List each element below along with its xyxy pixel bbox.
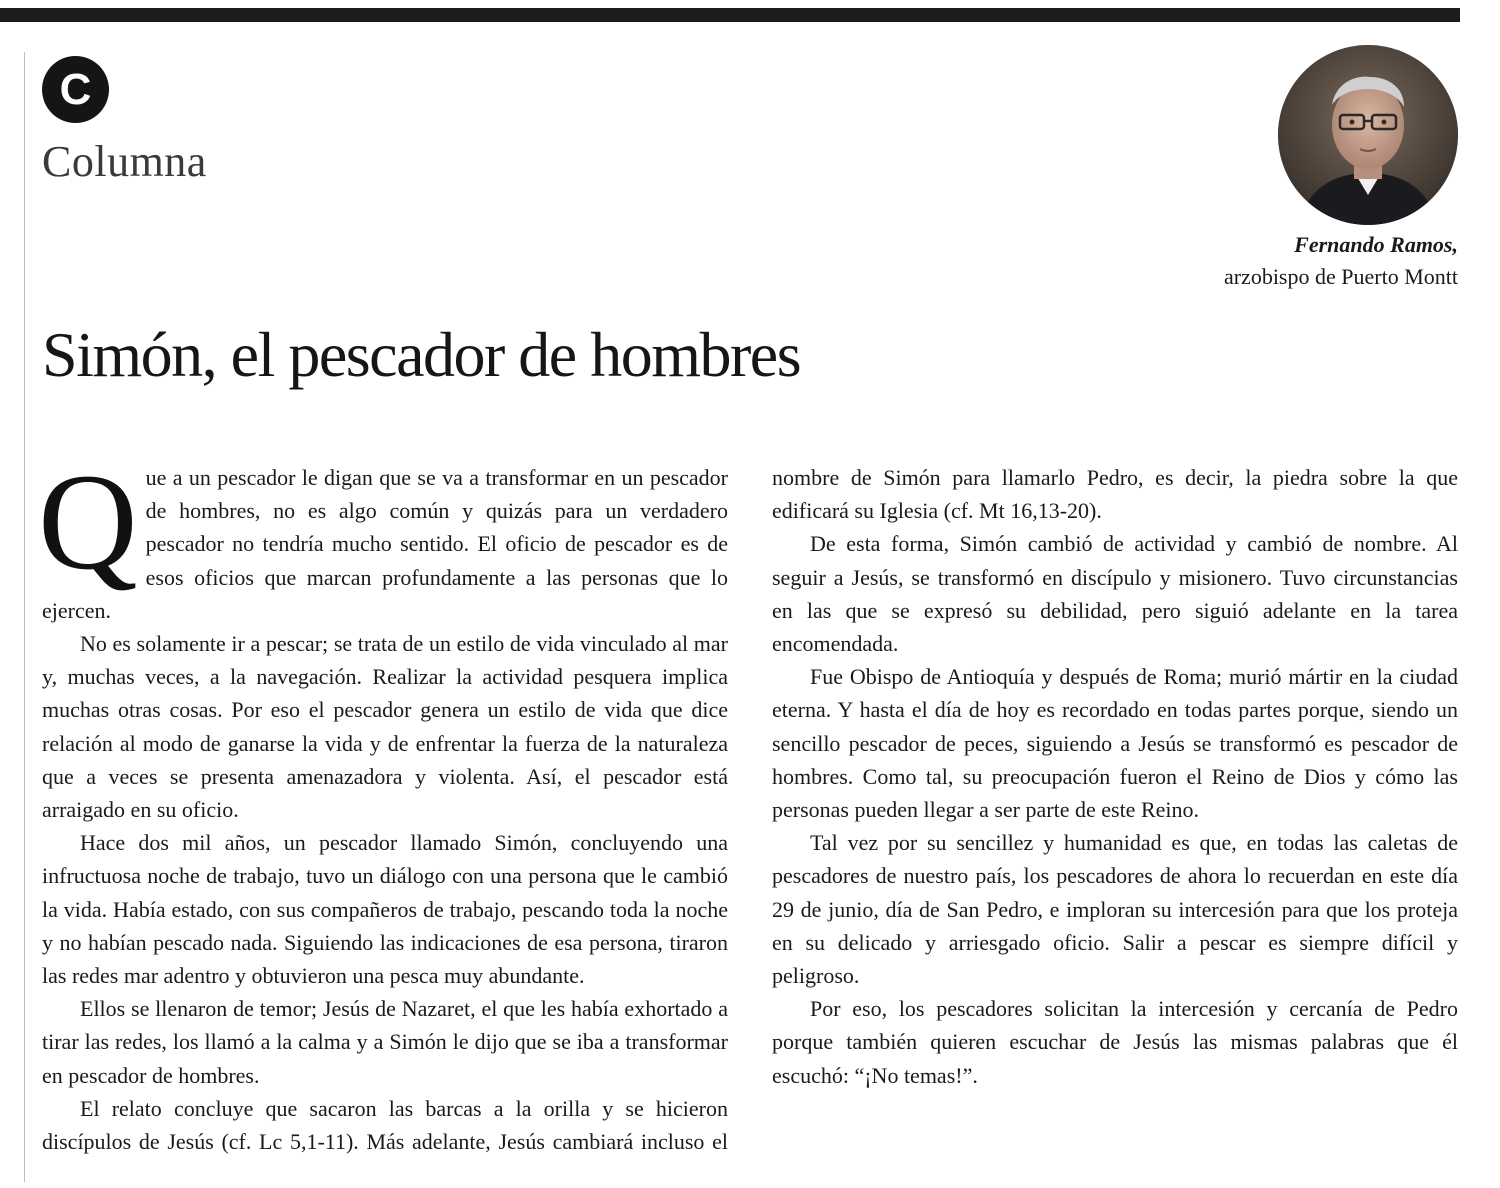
- article-paragraph: Ellos se llenaron de temor; Jesús de Nazaret, el que les había exhortado a tirar las redes, los llamó a la calma y a Simón le dijo que se iba a transformar en pescador de hombres.: [42, 996, 728, 1088]
- article-headline: Simón, el pescador de hombres: [42, 319, 801, 390]
- top-rule: [0, 8, 1460, 22]
- author-portrait-icon: [1278, 45, 1458, 225]
- article-body: [38, 445, 1458, 1169]
- article-paragraph: Tal vez por su sencillez y humanidad es que, en todas las caletas de pescadores de nuestro país, los pescadores de ahora lo recuerdan en este día 29 de junio, día de San Pedro, e imploran su intercesión para que los proteja en su delicado y arriesgado oficio. Salir a pescar es siempre difícil y peligroso.: [772, 830, 1458, 989]
- section-badge-icon: C: [42, 56, 109, 123]
- article-paragraph: De esta forma, Simón cambió de actividad y cambió de nombre. Al seguir a Jesús, se transformó en discípulo y misionero. Tuvo circunstancias en las que se expresó su debilidad, pero siguió adelante en la tarea encomendada.: [772, 531, 1458, 657]
- author-name: Fernando Ramos,: [1294, 232, 1458, 257]
- article-paragraph: El relato concluye que sacaron las barcas a la orilla y se hicieron discípulos de Jesús (cf. Lc 5,1-11). Más adelante, Jesús cambiará incluso el nombre de Simón para llamarlo Pedro, es decir, la piedra sobre la que edificará su Iglesia (cf. Mt 16,13-20).: [42, 465, 1458, 1155]
- article-paragraph: Fue Obispo de Antioquía y después de Roma; murió mártir en la ciudad eterna. Y hasta el día de hoy es recordado en todas partes porque, siendo un sencillo pescador de peces, siguiendo a Jesús se transformó es pescador de hombres. Como tal, su preocupación fueron el Reino de Dios y cómo las personas pueden llegar a ser parte de este Reino.: [772, 664, 1458, 823]
- article-paragraph: Hace dos mil años, un pescador llamado Simón, concluyendo una infructuosa noche de trabajo, tuvo un diálogo con una persona que le cambió la vida. Había estado, con sus compañeros de trabajo, pescando toda la noche y no habían pescado nada. Siguiendo las indicaciones de esa persona, tiraron las redes mar adentro y obtuvieron una pesca muy abundante.: [42, 830, 728, 989]
- drop-cap: Q: [38, 445, 138, 598]
- article-paragraph: Por eso, los pescadores solicitan la intercesión y cercanía de Pedro porque también quieren escuchar de Jesús las mismas palabras que él escuchó: “¡No temas!”.: [772, 996, 1458, 1088]
- section-label: Columna: [42, 137, 207, 186]
- author-role: arzobispo de Puerto Montt: [1223, 264, 1458, 289]
- article-paragraph: No es solamente ir a pescar; se trata de un estilo de vida vinculado al mar y, muchas veces, a la navegación. Realizar la actividad pesquera implica muchas otras cosas. Por eso el pescador genera un estilo de vida que dice relación al modo de ganarse la vida y de enfrentar la fuerza de la naturaleza que a veces se presenta amenazadora y violenta. Así, el pescador está arraigado en su oficio.: [42, 631, 728, 823]
- left-column-rule: [24, 52, 25, 1182]
- article-paragraph: Que a un pescador le digan que se va a transformar en un pescador de hombres, no es algo común y quizás para un verdadero pescador no tendría mucho sentido. El oficio de pescador es de esos oficios que marcan profundamente a las personas que lo ejercen.: [38, 445, 728, 623]
